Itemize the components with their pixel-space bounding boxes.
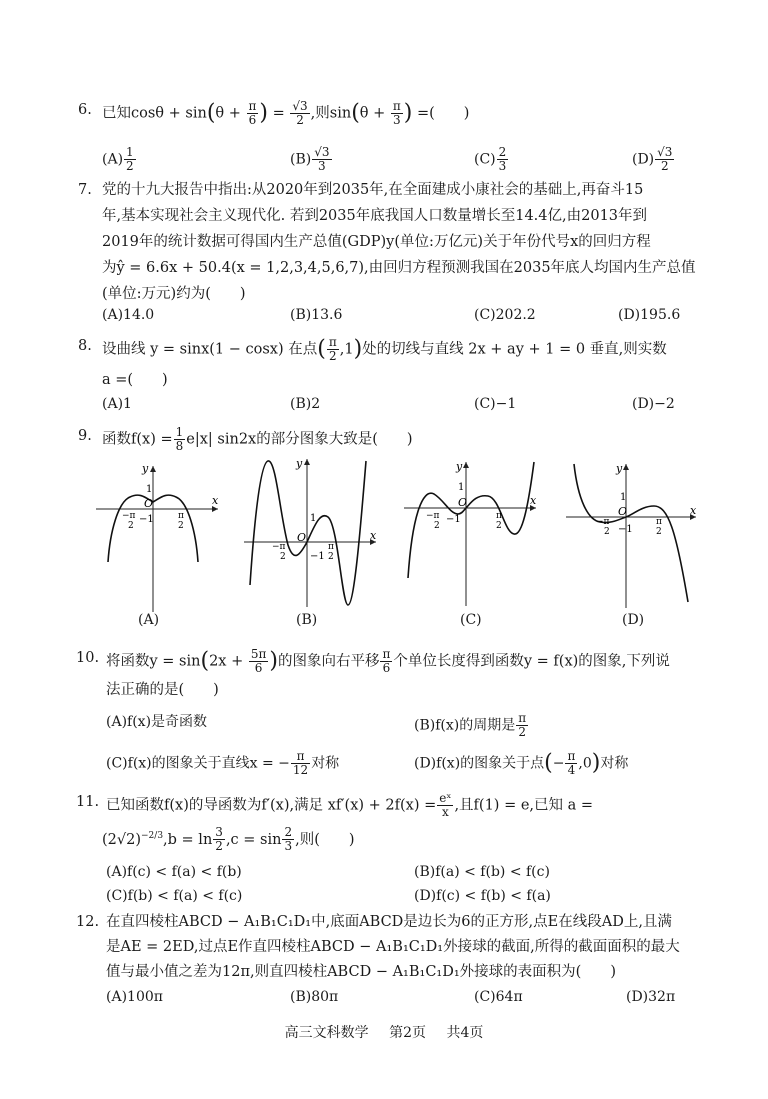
graph-c-pi-den: 2 [496, 521, 502, 531]
graph-c-neg-pi-num: −π [426, 511, 440, 521]
graph-a-y-label: y [142, 462, 149, 475]
graph-a-x-label: x [212, 494, 219, 507]
q10-option-d[interactable]: (D)f(x)的图象关于点(− $\frac{\pi}{4}$ ,0)对称 [414, 749, 629, 777]
q7-line-3: 2019年的统计数据可得国内生产总值(GDP)y(单位:万亿元)关于年份代号x的回归方程 [102, 234, 651, 250]
q6-stem: 已知cosθ + sin(θ + $\frac{\pi}{6}$ ) = $\frac{√3}{2}$ ,则sin(θ + $\frac{\pi}{3}$ ) =( ) [102, 99, 470, 127]
q12-option-b[interactable]: (B)80π [290, 989, 339, 1005]
graph-b-pi-num: π [328, 542, 334, 552]
q7-line-2: 年,基本实现社会主义现代化. 若到2035年底我国人口数量增长至14.4亿,由2013年到 [102, 208, 648, 224]
graph-a-origin: O [144, 497, 154, 510]
graph-b-origin: O [297, 531, 307, 544]
q6-number: 6. [78, 102, 92, 118]
q9-number: 9. [78, 428, 92, 444]
q6-option-c[interactable]: (C) $\frac{2}{3}$ [474, 145, 507, 173]
q9-caption-d[interactable]: (D) [622, 612, 645, 628]
graph-c-one: 1 [458, 482, 465, 493]
graph-d-neg-pi-den: 2 [604, 527, 610, 537]
q10-stem: 将函数y = sin(2x + $\frac{5\pi}{6}$ )的图象向右平移 $\frac{\pi}{6}$ 个单位长度得到函数y = f(x)的图象,下列说 [106, 647, 670, 675]
graph-a-neg-pi-den: 2 [128, 521, 134, 531]
q8-stem: 设曲线 y = sinx(1 − cosx) 在点( $\frac{\pi}{2}$ ,1)处的切线与直线 2x + ay + 1 = 0 垂直,则实数 [102, 335, 667, 363]
q9-graph-a [96, 462, 226, 612]
q7-line-5: (单位:万元)约为( ) [102, 286, 246, 302]
graph-d-x-label: x [690, 504, 697, 517]
q10-option-c[interactable]: (C)f(x)的图象关于直线x = − $\frac{\pi}{12}$ 对称 [106, 749, 340, 777]
q7-option-d[interactable]: (D)195.6 [618, 307, 681, 323]
graph-d-neg-pi-num: −π [596, 517, 610, 527]
graph-d-one: 1 [620, 492, 627, 503]
q12-number: 12. [76, 914, 100, 930]
q8-number: 8. [78, 338, 92, 354]
q8-option-a[interactable]: (A)1 [102, 396, 132, 412]
footer-total: 共4页 [446, 1025, 484, 1041]
q9-graph-d [566, 460, 706, 610]
q7-line-4: 为ŷ = 6.6x + 50.4(x = 1,2,3,4,5,6,7),由回归方程预测我国在2035年底人均国内生产总值 [102, 260, 696, 276]
q7-option-b[interactable]: (B)13.6 [290, 307, 343, 323]
q12-option-d[interactable]: (D)32π [626, 989, 676, 1005]
graph-b-neg-pi-den: 2 [280, 552, 286, 562]
q12-line-3: 值与最小值之差为12π,则直四棱柱ABCD − A₁B₁C₁D₁外接球的表面积为( ) [106, 964, 616, 980]
q10-number: 10. [76, 650, 100, 666]
graph-d-y-label: y [616, 462, 623, 475]
q7-option-a[interactable]: (A)14.0 [102, 307, 155, 323]
footer-page: 第2页 [389, 1025, 426, 1041]
graph-a-pi-num: π [178, 511, 184, 521]
q11-number: 11. [76, 794, 100, 810]
graph-d-pi-num: π [656, 517, 662, 527]
graph-b-y-label: y [296, 457, 303, 470]
graph-a-neg-one: −1 [139, 514, 154, 525]
graph-d-pi-den: 2 [656, 527, 662, 537]
graph-c-origin: O [458, 496, 468, 509]
graph-b-pi-den: 2 [328, 552, 334, 562]
q12-option-c[interactable]: (C)64π [474, 989, 523, 1005]
graph-b-one: 1 [310, 513, 317, 524]
footer-subject: 高三文科数学 [284, 1025, 369, 1041]
graph-b-neg-one: −1 [310, 551, 325, 562]
q6-option-a[interactable]: (A) $\frac{1}{2}$ [102, 145, 134, 173]
q8-option-c[interactable]: (C)−1 [474, 396, 517, 412]
q10-option-a[interactable]: (A)f(x)是奇函数 [106, 714, 208, 730]
graph-a-neg-pi-num: −π [122, 511, 136, 521]
q11-option-a[interactable]: (A)f(c) < f(a) < f(b) [106, 864, 242, 880]
q12-line-1: 在直四棱柱ABCD − A₁B₁C₁D₁中,底面ABCD是边长为6的正方形,点E在线段AD上,且满 [106, 914, 672, 930]
q11-option-d[interactable]: (D)f(c) < f(b) < f(a) [414, 888, 551, 904]
q12-option-a[interactable]: (A)100π [106, 989, 163, 1005]
q9-caption-a[interactable]: (A) [138, 612, 160, 628]
graph-c-neg-pi-den: 2 [434, 521, 440, 531]
q9-caption-c[interactable]: (C) [460, 612, 482, 628]
q11-line-2: $(2√2)^{-2/3},b = \ln$ $\frac{3}{2}$ ,c = sin $\frac{2}{3}$ ,则( ) [102, 825, 355, 854]
q11-option-b[interactable]: (B)f(a) < f(b) < f(c) [414, 864, 550, 880]
graph-b-x-label: x [370, 529, 377, 542]
q9-caption-b[interactable]: (B) [296, 612, 318, 628]
q9-graph-b [244, 455, 384, 610]
q7-line-1: 党的十九大报告中指出:从2020年到2035年,在全面建成小康社会的基础上,再奋斗15 [102, 182, 644, 198]
graph-c-x-label: x [530, 494, 537, 507]
q8-option-b[interactable]: (B)2 [290, 396, 321, 412]
q11-line-1: 已知函数f(x)的导函数为f′(x),满足 xf′(x) + 2f(x) = $\frac{\text{eˣ}}{x}$ ,且f(1) = e,已知 a = [106, 791, 594, 819]
graph-b-neg-pi-num: −π [272, 542, 286, 552]
graph-c-y-label: y [456, 460, 463, 473]
q10-line-2: 法正确的是( ) [106, 682, 219, 698]
q12-line-2: 是AE = 2ED,过点E作直四棱柱ABCD − A₁B₁C₁D₁外接球的截面,所得的截面面积的最大 [106, 939, 680, 955]
q8-line-2: a =( ) [102, 372, 168, 388]
graph-a-pi-den: 2 [178, 521, 184, 531]
q10-option-b[interactable]: (B)f(x)的周期是 $\frac{\pi}{2}$ [414, 711, 527, 739]
q7-number: 7. [78, 182, 92, 198]
q6-option-b[interactable]: (B) $\frac{√3}{3}$ [290, 145, 330, 173]
page-footer [0, 1022, 768, 1042]
graph-d-origin: O [618, 505, 628, 518]
q8-option-d[interactable]: (D)−2 [632, 396, 675, 412]
q9-stem: 函数f(x) = $\frac{1}{8}$ e|x| sin2x的部分图象大致是( ) [102, 425, 413, 453]
q6-option-d[interactable]: (D) $\frac{√3}{2}$ [632, 145, 673, 173]
graph-d-neg-one: −1 [618, 524, 633, 535]
graph-c-pi-num: π [496, 511, 502, 521]
graph-c-neg-one: −1 [446, 514, 461, 525]
graph-a-one: 1 [146, 484, 153, 495]
q9-graph-c [404, 458, 544, 608]
q11-option-c[interactable]: (C)f(b) < f(a) < f(c) [106, 888, 243, 904]
q7-option-c[interactable]: (C)202.2 [474, 307, 536, 323]
